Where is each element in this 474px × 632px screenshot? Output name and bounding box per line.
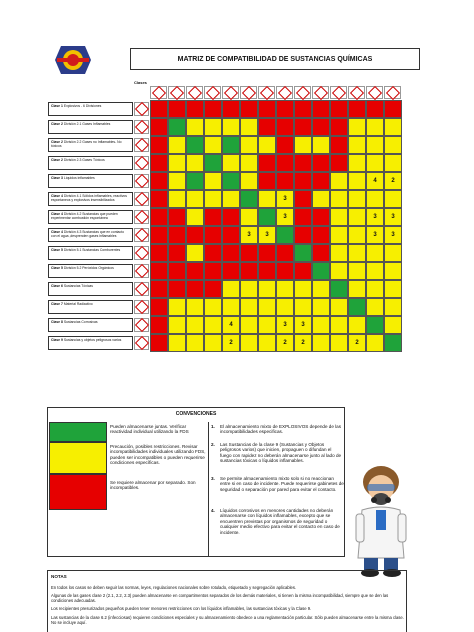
row-class-number: Clase 1 — [51, 104, 63, 108]
row-class-number: Clase 6 — [51, 284, 63, 288]
matrix-cell — [330, 208, 348, 226]
matrix-cell — [168, 280, 186, 298]
row-class-label — [48, 228, 133, 242]
matrix-cell — [222, 190, 240, 208]
matrix-cell: 4 — [222, 316, 240, 334]
matrix-cell — [276, 280, 294, 298]
note-item: En todos los casos se deben seguir las normas, leyes, regulaciones nacionales sobre rotulado, etiquetado y segregación aplicables. — [51, 585, 297, 590]
matrix-cell — [366, 100, 384, 118]
matrix-cell — [384, 154, 402, 172]
matrix-cell: 2 — [222, 334, 240, 352]
matrix-cell — [150, 172, 168, 190]
matrix-cell — [186, 244, 204, 262]
matrix-cell — [366, 262, 384, 280]
matrix-cell — [186, 172, 204, 190]
company-logo — [53, 40, 93, 78]
row-class-label — [48, 120, 133, 134]
matrix-cell — [312, 154, 330, 172]
matrix-cell — [204, 316, 222, 334]
matrix-cell — [258, 208, 276, 226]
matrix-cell — [150, 226, 168, 244]
column-hazard-icon — [330, 86, 347, 99]
column-hazard-icon — [276, 86, 293, 99]
column-hazard-icon — [204, 86, 221, 99]
matrix-cell: 3 — [276, 190, 294, 208]
matrix-cell — [294, 208, 312, 226]
matrix-cell — [384, 298, 402, 316]
conventions-divider — [208, 422, 209, 556]
yellow-swatch — [49, 442, 107, 474]
matrix-cell: 2 — [294, 334, 312, 352]
matrix-cell — [384, 316, 402, 334]
column-hazard-icon — [222, 86, 239, 99]
row-hazard-icon — [134, 246, 149, 260]
matrix-cell — [258, 118, 276, 136]
row-class-label — [48, 210, 133, 224]
matrix-cell — [222, 298, 240, 316]
matrix-cell — [204, 172, 222, 190]
matrix-cell — [348, 298, 366, 316]
matrix-cell — [186, 280, 204, 298]
matrix-cell — [312, 280, 330, 298]
matrix-cell — [258, 316, 276, 334]
matrix-cell — [150, 262, 168, 280]
matrix-cell — [240, 262, 258, 280]
matrix-cell — [384, 100, 402, 118]
matrix-cell — [258, 136, 276, 154]
matrix-cell — [222, 136, 240, 154]
matrix-cell: 3 — [384, 208, 402, 226]
matrix-cell — [312, 334, 330, 352]
row-hazard-icon — [134, 156, 149, 170]
note-item: Los recipientes presurizados pequeños pueden tener menores restricciones con los líquidos inflamables, las sustancias tóxicas y la Clase 9. — [51, 606, 312, 611]
matrix-cell — [276, 154, 294, 172]
row-class-label — [48, 318, 133, 332]
matrix-cell — [168, 136, 186, 154]
matrix-cell — [330, 100, 348, 118]
matrix-cell — [258, 298, 276, 316]
matrix-cell — [240, 298, 258, 316]
matrix-cell — [366, 154, 384, 172]
matrix-cell — [168, 100, 186, 118]
matrix-cell — [348, 100, 366, 118]
row-hazard-icon — [134, 264, 149, 278]
conventions-legend — [47, 407, 345, 557]
row-hazard-icon — [134, 282, 149, 296]
column-hazard-icon — [240, 86, 257, 99]
matrix-cell — [150, 136, 168, 154]
matrix-cell — [330, 118, 348, 136]
matrix-cell — [348, 226, 366, 244]
matrix-cell — [204, 298, 222, 316]
row-hazard-icon — [134, 120, 149, 134]
row-hazard-icon — [134, 102, 149, 116]
matrix-cell — [312, 208, 330, 226]
column-hazard-icon — [384, 86, 401, 99]
row-class-description: Explosivos - 6 Divisiones — [62, 104, 102, 108]
matrix-cell — [276, 118, 294, 136]
matrix-cell — [258, 172, 276, 190]
row-hazard-icon — [134, 138, 149, 152]
matrix-cell — [186, 262, 204, 280]
column-hazard-icon — [312, 86, 329, 99]
matrix-cell — [258, 154, 276, 172]
matrix-cell — [384, 244, 402, 262]
matrix-cell: 3 — [258, 226, 276, 244]
convention-number: 1. — [211, 424, 215, 429]
matrix-cell — [330, 154, 348, 172]
matrix-cell — [312, 190, 330, 208]
matrix-cell — [384, 262, 402, 280]
row-class-number: Clase 3 — [51, 176, 63, 180]
convention-text: Líquidos corrosivos en menores cantidades no deberán almacenarse con líquidos inflamables, excepto que se encuentren previstas por organismos de seguridad o cualquier medio efectivo para evitar el contacto en caso de incidente. — [220, 508, 340, 535]
note-item: Algunas de las gases clase 2 (2.1, 2.2, 2.3) pueden almacenarse en compartimentos separados de los demás materiales, si tienen la misma incompatibilidad, siempre que se den las condiciones adecuadas. — [51, 593, 389, 603]
matrix-cell — [240, 100, 258, 118]
matrix-cell — [330, 298, 348, 316]
row-class-description: División 4.1 Sólidos inflamables, reactivos espontaneos y explosivos insensibilizados — [51, 194, 127, 202]
row-class-label — [48, 336, 133, 350]
matrix-cell — [204, 262, 222, 280]
matrix-cell — [294, 190, 312, 208]
matrix-cell — [276, 100, 294, 118]
matrix-cell — [150, 190, 168, 208]
row-hazard-icon — [134, 336, 149, 350]
matrix-cell — [222, 262, 240, 280]
matrix-cell — [186, 298, 204, 316]
row-class-label — [48, 156, 133, 170]
matrix-cell — [150, 334, 168, 352]
note-item: Las sustancias de la clase 6.2 (infecciosas) requieren condiciones especiales y su almacenamiento obedece a una reglamentación particular. Sólo pueden almacenarse entre la misma clase. No se incluye aquí. — [51, 615, 404, 625]
matrix-cell — [150, 154, 168, 172]
matrix-cell — [366, 136, 384, 154]
matrix-cell — [294, 280, 312, 298]
matrix-cell — [330, 262, 348, 280]
row-class-description: Sustancias Corrosivas — [62, 320, 98, 324]
matrix-cell — [258, 334, 276, 352]
row-class-description: División 5.1 Sustancias Comburentes — [62, 248, 121, 252]
matrix-cell — [168, 244, 186, 262]
conventions-title: CONVENCIONES — [175, 411, 217, 417]
column-hazard-icon — [150, 86, 167, 99]
row-hazard-icon — [134, 210, 149, 224]
matrix-cell — [240, 334, 258, 352]
matrix-cell — [168, 334, 186, 352]
matrix-cell: 3 — [366, 208, 384, 226]
matrix-cell — [204, 100, 222, 118]
row-hazard-icon — [134, 192, 149, 206]
row-class-description: División 4.2 Sustancias que pueden experimentar combustión espontánea — [51, 212, 118, 220]
matrix-title — [130, 48, 420, 70]
row-class-label — [48, 300, 133, 314]
row-class-number: Clase 4 — [51, 212, 63, 216]
matrix-cell — [150, 118, 168, 136]
row-class-label — [48, 246, 133, 260]
row-class-number: Clase 2 — [51, 158, 63, 162]
classes-header: Clases — [134, 80, 147, 85]
row-class-label — [48, 192, 133, 206]
matrix-cell: 2 — [276, 334, 294, 352]
matrix-cell — [366, 190, 384, 208]
matrix-cell — [330, 316, 348, 334]
row-class-description: División 4.3 Sustancias que en contacto con el agua ,desprenden gases inflamables — [51, 230, 124, 238]
matrix-cell — [294, 100, 312, 118]
red-description: Se requiere almacenar por separado. Son incompatibles. — [110, 480, 196, 491]
matrix-cell — [186, 118, 204, 136]
matrix-cell — [222, 154, 240, 172]
row-class-description: Material Radiactivo — [62, 302, 93, 306]
row-class-number: Clase 2 — [51, 122, 63, 126]
matrix-title-text: MATRIZ DE COMPATIBILIDAD DE SUSTANCIAS QUÍMICAS — [177, 55, 373, 63]
matrix-cell — [330, 280, 348, 298]
convention-text: El almacenamiento mixto de EXPLOSIVOS depende de las incompatibilidades especificas. — [220, 424, 342, 435]
matrix-cell — [258, 190, 276, 208]
matrix-cell — [186, 316, 204, 334]
row-class-description: Líquidos inflamables — [62, 176, 95, 180]
matrix-cell — [240, 190, 258, 208]
matrix-cell — [204, 334, 222, 352]
matrix-cell — [168, 154, 186, 172]
matrix-cell — [168, 298, 186, 316]
row-class-number: Clase 5 — [51, 266, 63, 270]
matrix-cell — [330, 172, 348, 190]
matrix-cell — [384, 118, 402, 136]
matrix-cell — [276, 262, 294, 280]
matrix-cell — [276, 226, 294, 244]
matrix-cell — [366, 280, 384, 298]
matrix-cell — [366, 118, 384, 136]
matrix-cell — [186, 100, 204, 118]
matrix-cell — [276, 172, 294, 190]
row-class-number: Clase 9 — [51, 338, 63, 342]
matrix-cell — [330, 334, 348, 352]
matrix-cell — [366, 334, 384, 352]
convention-text: Las Sustancias de la clase 9 (Sustancias y Objetos peligrosos varios) que inicien, propaguen o difundan el fuego con rapidez no deberán almacenarse junto al lado de sustancias tóxicas o líquidos inflamables. — [220, 442, 342, 464]
matrix-cell — [168, 190, 186, 208]
notes-title: NOTAS — [51, 574, 67, 579]
column-hazard-icon — [366, 86, 383, 99]
row-class-label — [48, 138, 133, 152]
matrix-cell — [222, 118, 240, 136]
matrix-cell — [258, 100, 276, 118]
row-class-label — [48, 282, 133, 296]
convention-number: 4. — [211, 508, 215, 513]
row-hazard-icon — [134, 228, 149, 242]
matrix-cell — [330, 136, 348, 154]
matrix-cell: 3 — [276, 208, 294, 226]
matrix-cell — [168, 118, 186, 136]
convention-number: 2. — [211, 442, 215, 447]
matrix-cell — [366, 316, 384, 334]
matrix-cell: 4 — [366, 172, 384, 190]
matrix-cell — [240, 316, 258, 334]
matrix-cell — [312, 316, 330, 334]
matrix-cell — [168, 262, 186, 280]
red-swatch — [49, 474, 107, 510]
matrix-cell — [312, 172, 330, 190]
matrix-cell — [150, 208, 168, 226]
matrix-cell — [384, 280, 402, 298]
row-hazard-icon — [134, 174, 149, 188]
matrix-cell — [240, 136, 258, 154]
matrix-cell — [258, 280, 276, 298]
matrix-cell — [312, 244, 330, 262]
matrix-cell — [204, 154, 222, 172]
matrix-cell — [294, 136, 312, 154]
matrix-cell — [294, 118, 312, 136]
matrix-cell — [222, 208, 240, 226]
matrix-cell — [348, 208, 366, 226]
matrix-cell — [330, 226, 348, 244]
yellow-description: Precaución, posibles restricciones. Revisar incompatibilidades individuales utilizando FDS, pueden ser incompatibles o pueden requerirse condiciones específicas. — [110, 444, 206, 466]
column-hazard-icon — [258, 86, 275, 99]
matrix-cell — [312, 136, 330, 154]
matrix-cell — [204, 136, 222, 154]
matrix-cell — [294, 226, 312, 244]
row-class-label — [48, 264, 133, 278]
matrix-cell — [204, 118, 222, 136]
matrix-cell — [276, 136, 294, 154]
matrix-cell — [312, 100, 330, 118]
matrix-cell — [168, 172, 186, 190]
compatibility-matrix — [48, 80, 420, 346]
matrix-cell — [348, 316, 366, 334]
matrix-cell — [204, 280, 222, 298]
matrix-cell — [330, 190, 348, 208]
matrix-cell — [150, 100, 168, 118]
matrix-cell — [294, 262, 312, 280]
matrix-cell — [348, 172, 366, 190]
matrix-cell — [222, 280, 240, 298]
matrix-cell — [312, 262, 330, 280]
column-hazard-icon — [186, 86, 203, 99]
matrix-cell — [222, 226, 240, 244]
matrix-cell — [348, 154, 366, 172]
convention-text: Se permite almacenamiento mixto solo si no reaccionan entre si en caso de incidente. Puede requerirse gabinetes de seguridad o separación por pared para evitar el contacto. — [220, 476, 344, 492]
row-class-description: Sustancias Tóxicas — [62, 284, 93, 288]
matrix-cell — [366, 244, 384, 262]
matrix-cell — [294, 298, 312, 316]
matrix-cell — [276, 298, 294, 316]
matrix-cell — [384, 334, 402, 352]
matrix-cell — [348, 118, 366, 136]
matrix-cell — [384, 136, 402, 154]
matrix-cell — [294, 172, 312, 190]
matrix-cell — [204, 190, 222, 208]
matrix-cell — [366, 298, 384, 316]
matrix-cell — [222, 100, 240, 118]
matrix-cell — [186, 334, 204, 352]
matrix-cell — [348, 136, 366, 154]
matrix-cell — [150, 316, 168, 334]
matrix-cell — [312, 298, 330, 316]
row-class-description: División 2.3 Gases Tóxicos — [62, 158, 105, 162]
matrix-cell — [204, 208, 222, 226]
matrix-cell — [204, 226, 222, 244]
matrix-cell — [348, 244, 366, 262]
matrix-cell — [222, 244, 240, 262]
matrix-cell — [294, 154, 312, 172]
matrix-cell — [150, 280, 168, 298]
matrix-cell — [168, 226, 186, 244]
column-hazard-icon — [348, 86, 365, 99]
matrix-cell — [168, 208, 186, 226]
row-class-label — [48, 102, 133, 116]
matrix-cell — [348, 190, 366, 208]
notes-section — [47, 570, 407, 632]
matrix-cell — [150, 298, 168, 316]
matrix-cell: 3 — [276, 316, 294, 334]
matrix-cell — [258, 262, 276, 280]
matrix-cell — [186, 190, 204, 208]
row-class-number: Clase 7 — [51, 302, 63, 306]
matrix-cell — [240, 244, 258, 262]
row-class-label — [48, 174, 133, 188]
row-class-description: División 5.2 Peróxidos Orgánicos — [62, 266, 114, 270]
row-class-number: Clase 2 — [51, 140, 63, 144]
matrix-cell: 3 — [384, 226, 402, 244]
matrix-cell — [330, 244, 348, 262]
row-class-description: División 2.1 Gases Inflamables — [62, 122, 111, 126]
matrix-cell — [240, 172, 258, 190]
matrix-cell: 3 — [294, 316, 312, 334]
matrix-cell — [258, 244, 276, 262]
matrix-cell — [168, 316, 186, 334]
convention-number: 3. — [211, 476, 215, 481]
matrix-cell — [186, 226, 204, 244]
matrix-cell — [150, 244, 168, 262]
matrix-cell: 3 — [240, 226, 258, 244]
matrix-cell — [186, 136, 204, 154]
matrix-cell — [240, 154, 258, 172]
matrix-cell: 3 — [366, 226, 384, 244]
green-description: Pueden almacenarse juntas. Verificar reactividad individual utilizando la FDS — [110, 424, 189, 435]
row-hazard-icon — [134, 318, 149, 332]
column-hazard-icon — [168, 86, 185, 99]
matrix-cell — [186, 154, 204, 172]
row-hazard-icon — [134, 300, 149, 314]
matrix-cell — [240, 208, 258, 226]
matrix-cell — [312, 226, 330, 244]
green-swatch — [49, 422, 107, 442]
column-hazard-icon — [294, 86, 311, 99]
matrix-cell — [348, 262, 366, 280]
row-class-description: Sustancias y objetos peligrosos varios — [62, 338, 122, 342]
matrix-cell — [186, 208, 204, 226]
matrix-cell — [240, 280, 258, 298]
row-class-number: Clase 8 — [51, 320, 63, 324]
matrix-cell — [276, 244, 294, 262]
row-class-number: Clase 4 — [51, 194, 63, 198]
scientist-illustration — [350, 458, 412, 578]
matrix-cell: 2 — [384, 172, 402, 190]
row-class-number: Clase 5 — [51, 248, 63, 252]
matrix-cell — [348, 280, 366, 298]
matrix-cell — [294, 244, 312, 262]
matrix-cell: 2 — [348, 334, 366, 352]
matrix-cell — [312, 118, 330, 136]
row-class-number: Clase 4 — [51, 230, 63, 234]
matrix-cell — [204, 244, 222, 262]
matrix-cell — [240, 118, 258, 136]
matrix-cell — [384, 190, 402, 208]
row-class-description: División 2.2 Gases no Inflamables- No tóxicos — [51, 140, 122, 148]
matrix-cell — [222, 172, 240, 190]
